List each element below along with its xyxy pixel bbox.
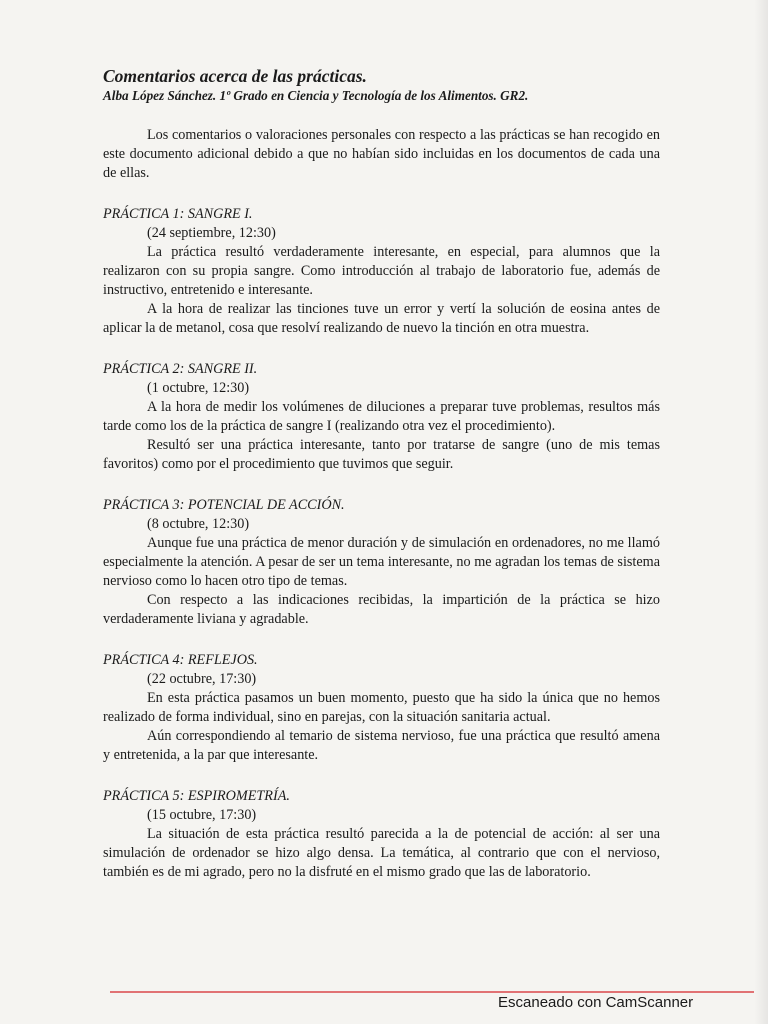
section-practica-5	[103, 787, 660, 882]
section-paragraph: La práctica resultó verdaderamente interesante, en especial, para alumnos que la realizaron con su propia sangre. Como introducción al trabajo de laboratorio fue, además de instructivo, entretenido e interesante.	[103, 244, 660, 298]
intro-paragraph: Los comentarios o valoraciones personales con respecto a las prácticas se han recogido en este documento adicional debido a que no habían sido incluidas en los documentos de cada una de ellas.	[103, 127, 660, 181]
camscanner-watermark: Escaneado con CamScanner	[498, 994, 694, 1011]
section-heading: PRÁCTICA 1: SANGRE I.	[103, 206, 253, 222]
section-date: (8 octubre, 12:30)	[147, 516, 250, 532]
document-title: Comentarios acerca de las prácticas.	[103, 66, 367, 86]
section-date: (15 octubre, 17:30)	[147, 807, 257, 823]
document-body	[103, 66, 660, 882]
footer-divider	[110, 991, 754, 993]
section-heading: PRÁCTICA 3: POTENCIAL DE ACCIÓN.	[103, 497, 345, 513]
section-paragraph: Aunque fue una práctica de menor duración y de simulación en ordenadores, no me llamó especialmente la atención. A pesar de ser un tema interesante, no me agradan los temas de sistema nervioso como lo hacen otro tipo de temas.	[103, 535, 660, 589]
section-practica-2	[103, 360, 660, 474]
section-practica-3	[103, 496, 660, 629]
section-heading: PRÁCTICA 4: REFLEJOS.	[103, 652, 258, 668]
section-date: (22 octubre, 17:30)	[147, 671, 257, 687]
section-paragraph: A la hora de medir los volúmenes de diluciones a preparar tuve problemas, resultos más tarde como los de la práctica de sangre I (realizando otra vez el procedimiento).	[103, 399, 660, 434]
section-date: (1 octubre, 12:30)	[147, 380, 250, 396]
section-paragraph: Aún correspondiendo al temario de sistema nervioso, fue una práctica que resultó amena y entretenida, a la par que interesante.	[103, 728, 660, 763]
author-line: Alba López Sánchez. 1º Grado en Ciencia y Tecnología de los Alimentos. GR2.	[103, 88, 529, 103]
page-edge-shadow	[754, 0, 768, 1024]
section-paragraph: En esta práctica pasamos un buen momento, puesto que ha sido la única que no hemos realizado de forma individual, sino en parejas, con la situación sanitaria actual.	[103, 690, 660, 725]
section-paragraph: A la hora de realizar las tinciones tuve un error y vertí la solución de eosina antes de aplicar la de metanol, cosa que resolví realizando de nuevo la tinción en otra muestra.	[103, 301, 660, 336]
section-paragraph: Con respecto a las indicaciones recibidas, la impartición de la práctica se hizo verdaderamente liviana y agradable.	[103, 592, 660, 627]
section-heading: PRÁCTICA 5: ESPIROMETRÍA.	[103, 788, 290, 804]
section-practica-1	[103, 205, 660, 338]
section-heading: PRÁCTICA 2: SANGRE II.	[103, 361, 258, 377]
section-paragraph: La situación de esta práctica resultó parecida a la de potencial de acción: al ser una simulación de ordenador se hizo algo densa. La temática, al contrario que con el nervioso, también es de mi agrado, pero no la disfruté en el mismo grado que las de laboratorio.	[103, 826, 660, 880]
section-date: (24 septiembre, 12:30)	[147, 225, 276, 241]
section-practica-4	[103, 651, 660, 765]
section-paragraph: Resultó ser una práctica interesante, tanto por tratarse de sangre (uno de mis temas favoritos) como por el procedimiento que tuvimos que seguir.	[103, 437, 660, 472]
